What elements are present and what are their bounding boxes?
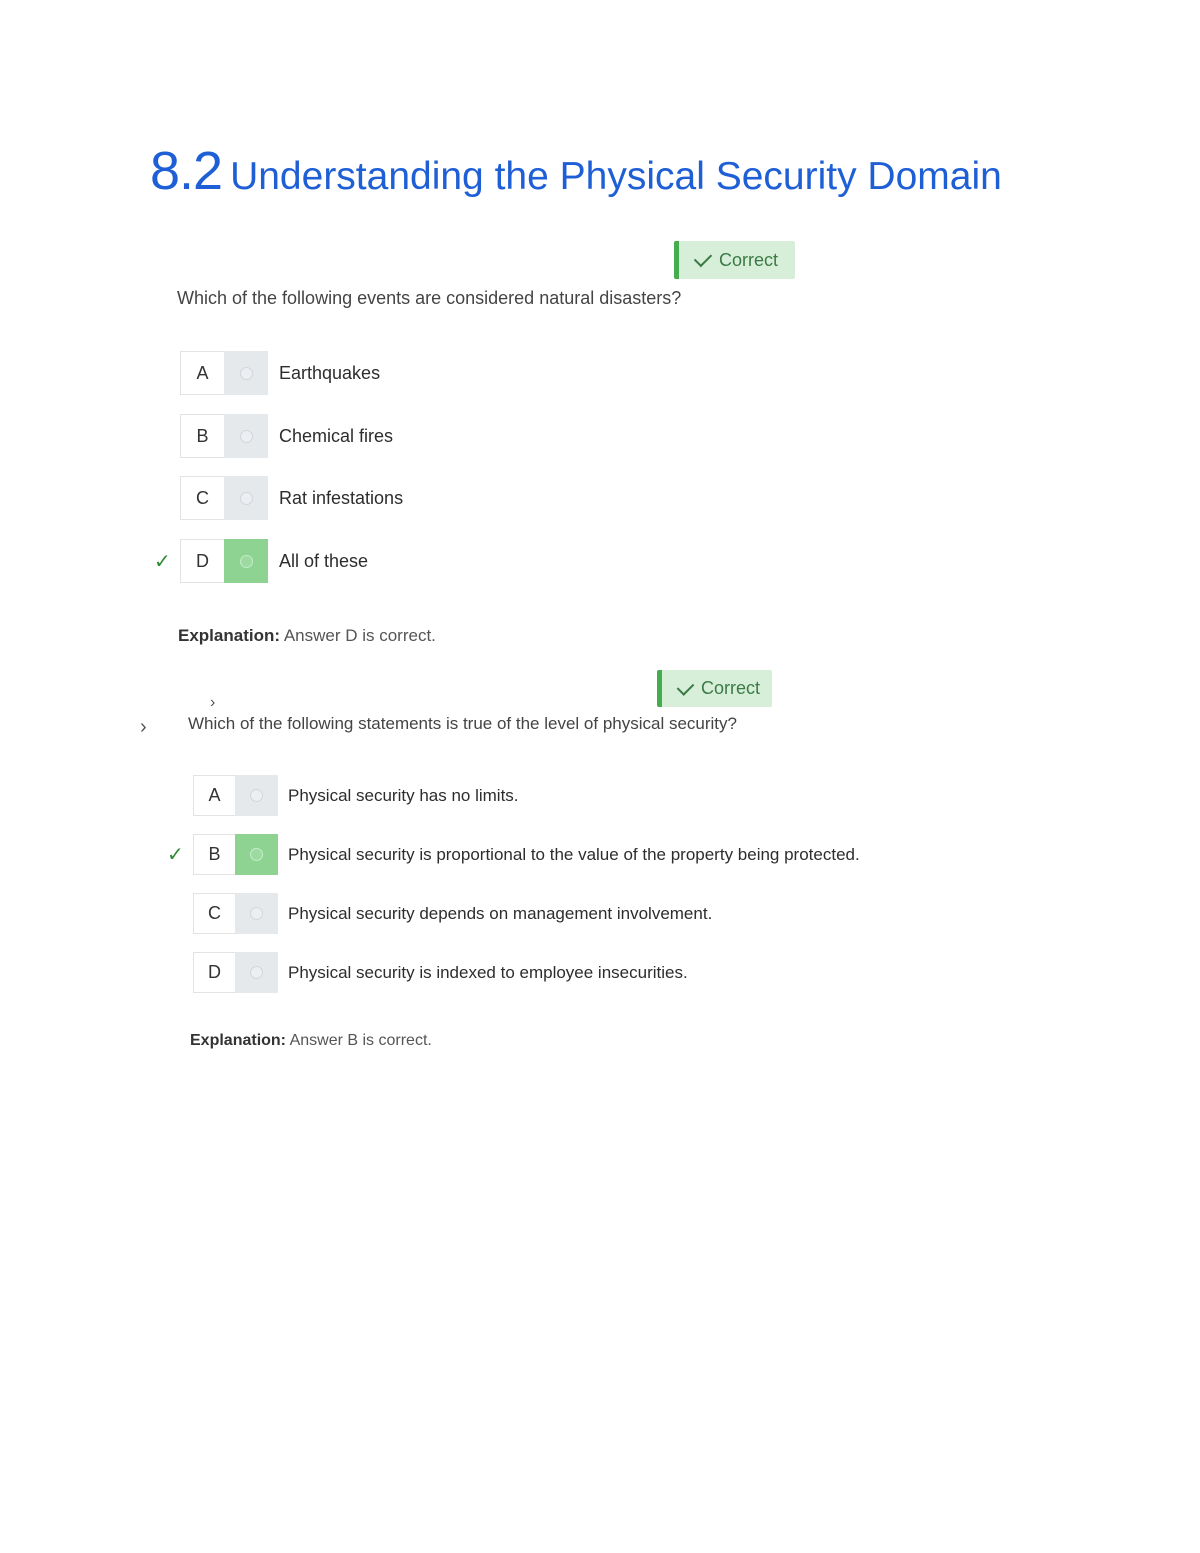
option-radio-selected[interactable] <box>224 539 268 583</box>
explanation-text: Answer B is correct. <box>289 1032 432 1049</box>
answer-option-b[interactable] <box>193 834 860 875</box>
radio-icon <box>250 789 263 802</box>
status-label: Correct <box>719 249 779 270</box>
answer-option-a[interactable] <box>193 775 519 816</box>
option-label: Physical security has no limits. <box>288 785 519 805</box>
answer-option-d[interactable] <box>193 952 688 993</box>
question-text: Which of the following events are considered natural disasters? <box>177 288 682 308</box>
answer-option-c[interactable] <box>193 893 712 934</box>
question-text: Which of the following statements is true of the level of physical security? <box>188 714 737 733</box>
option-radio[interactable] <box>224 476 268 520</box>
radio-icon <box>240 430 253 443</box>
correct-badge <box>674 241 795 279</box>
check-icon <box>677 678 695 696</box>
option-letter: B <box>193 834 235 875</box>
option-radio-selected[interactable] <box>235 834 278 875</box>
radio-icon <box>240 367 253 380</box>
radio-icon <box>250 966 263 979</box>
collapse-arrow-icon[interactable]: › <box>140 716 147 738</box>
explanation-text: Answer D is correct. <box>283 626 436 645</box>
correct-tick-icon: ✓ <box>154 551 171 573</box>
section-number: 8.2 <box>150 141 223 201</box>
answer-option-a[interactable] <box>180 351 380 395</box>
option-letter: A <box>193 775 235 816</box>
option-radio[interactable] <box>224 351 268 395</box>
option-label: Physical security is indexed to employee insecurities. <box>288 962 688 982</box>
option-label: Chemical fires <box>279 425 394 446</box>
radio-icon <box>240 492 253 505</box>
check-icon <box>694 249 712 267</box>
option-radio[interactable] <box>235 893 278 934</box>
option-radio[interactable] <box>224 414 268 458</box>
option-label: Rat infestations <box>279 487 404 508</box>
radio-icon <box>250 848 263 861</box>
option-letter: D <box>193 952 235 993</box>
option-letter: A <box>180 351 224 395</box>
explanation <box>178 626 436 646</box>
answer-option-d[interactable] <box>180 539 368 583</box>
radio-icon <box>250 907 263 920</box>
correct-badge <box>657 670 772 707</box>
option-radio[interactable] <box>235 775 278 816</box>
option-letter: C <box>193 893 235 934</box>
explanation-label: Explanation: <box>190 1032 287 1049</box>
answer-option-c[interactable] <box>180 476 403 520</box>
answer-option-b[interactable] <box>180 414 393 458</box>
option-label: Physical security is proportional to the value of the property being protected. <box>288 844 860 864</box>
option-letter: C <box>180 476 224 520</box>
status-label: Correct <box>700 678 760 698</box>
radio-icon <box>240 555 253 568</box>
option-letter: B <box>180 414 224 458</box>
correct-tick-icon: ✓ <box>167 844 184 866</box>
option-label: All of these <box>279 550 369 571</box>
option-label: Physical security depends on management involvement. <box>288 903 713 923</box>
option-label: Earthquakes <box>279 362 381 383</box>
option-letter: D <box>180 539 224 583</box>
page-title <box>150 140 1002 202</box>
section-title: Understanding the Physical Security Domain <box>230 155 1002 198</box>
explanation-label: Explanation: <box>178 626 281 645</box>
option-radio[interactable] <box>235 952 278 993</box>
cursor-icon: › <box>210 694 216 711</box>
explanation <box>190 1032 432 1050</box>
